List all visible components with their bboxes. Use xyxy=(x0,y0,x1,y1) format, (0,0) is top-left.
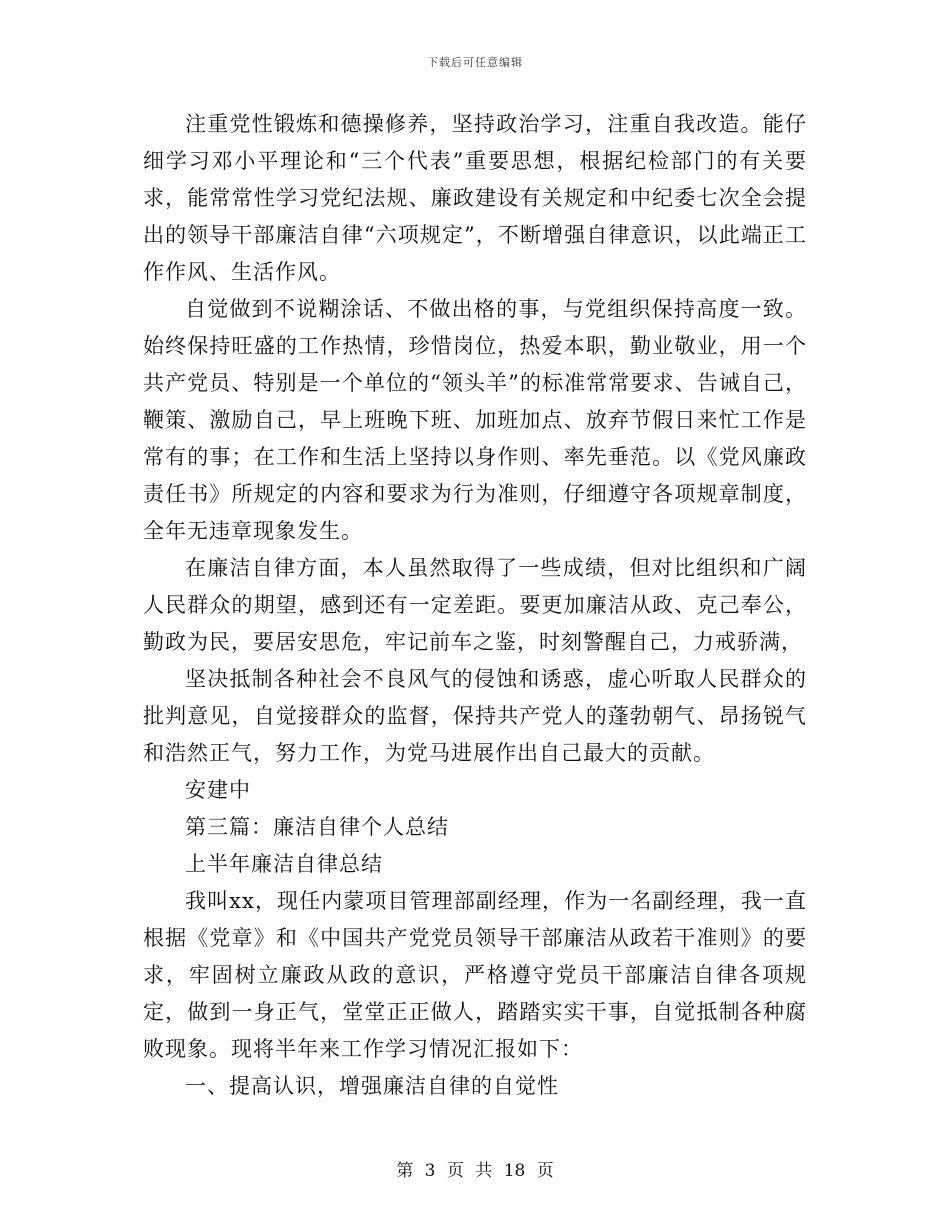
sub-heading: 上半年廉洁自律总结 xyxy=(185,852,383,876)
paragraph: 在廉洁自律方面，本人虽然取得了一些成绩，但对比组织和广阔人民群众的期望，感到还有一定差距。要更加廉洁从政、克己奉公，勤政为民，要居安思危，牢记前车之鉴，时刻警醒自己，力戒骄满， xyxy=(143,556,807,654)
paragraph: 注重党性锻炼和德操修养，坚持政治学习，注重自我改造。能仔细学习邓小平理论和“三个代表”重要思想，根据纪检部门的有关要求，能常常性学习党纪法规、廉政建设有关规定和中纪委七次全会提出的领导干部廉洁自律“六项规定”，不断增强自律意识，以此端正工作作风、生活作风。 xyxy=(143,112,807,284)
paragraph: 坚决抵制各种社会不良风气的侵蚀和诱惑，虚心听取人民群众的批判意见，自觉接群众的监督，保持共产党人的蓬勃朝气、昂扬锐气和浩然正气，努力工作，为党马进展作出自己最大的贡献。 xyxy=(143,667,807,765)
section-item: 一、提高认识，增强廉洁自律的自觉性 xyxy=(185,1074,559,1098)
page-header: 下载后可任意编辑 xyxy=(427,56,523,69)
signature-line: 安建中 xyxy=(185,778,251,802)
section-heading: 第三篇：廉洁自律个人总结 xyxy=(185,815,449,839)
paragraph: 自觉做到不说糊涂话、不做出格的事，与党组织保持高度一致。始终保持旺盛的工作热情，珍惜岗位，热爱本职，勤业敬业，用一个共产党员、特别是一个单位的“领头羊”的标准常常要求、告诫自己，鞭策、激励自己，早上班晚下班、加班加点、放弃节假日来忙工作是常有的事；在工作和生活上坚持以身作则、率先垂范。以《党风廉政责任书》所规定的内容和要求为行为准则，仔细遵守各项规章制度，全年无违章现象发生。 xyxy=(143,297,807,543)
paragraph: 我叫xx，现任内蒙项目管理部副经理，作为一名副经理，我一直根据《党章》和《中国共产党党员领导干部廉洁从政若干准则》的要求，牢固树立廉政从政的意识，严格遵守党员干部廉洁自律各项规定，做到一身正气，堂堂正正做人，踏踏实实干事，自觉抵制各种腐败现象。现将半年来工作学习情况汇报如下： xyxy=(143,889,807,1061)
document-body xyxy=(143,106,807,1105)
page-footer: 第 3 页 共 18 页 xyxy=(396,1161,554,1181)
